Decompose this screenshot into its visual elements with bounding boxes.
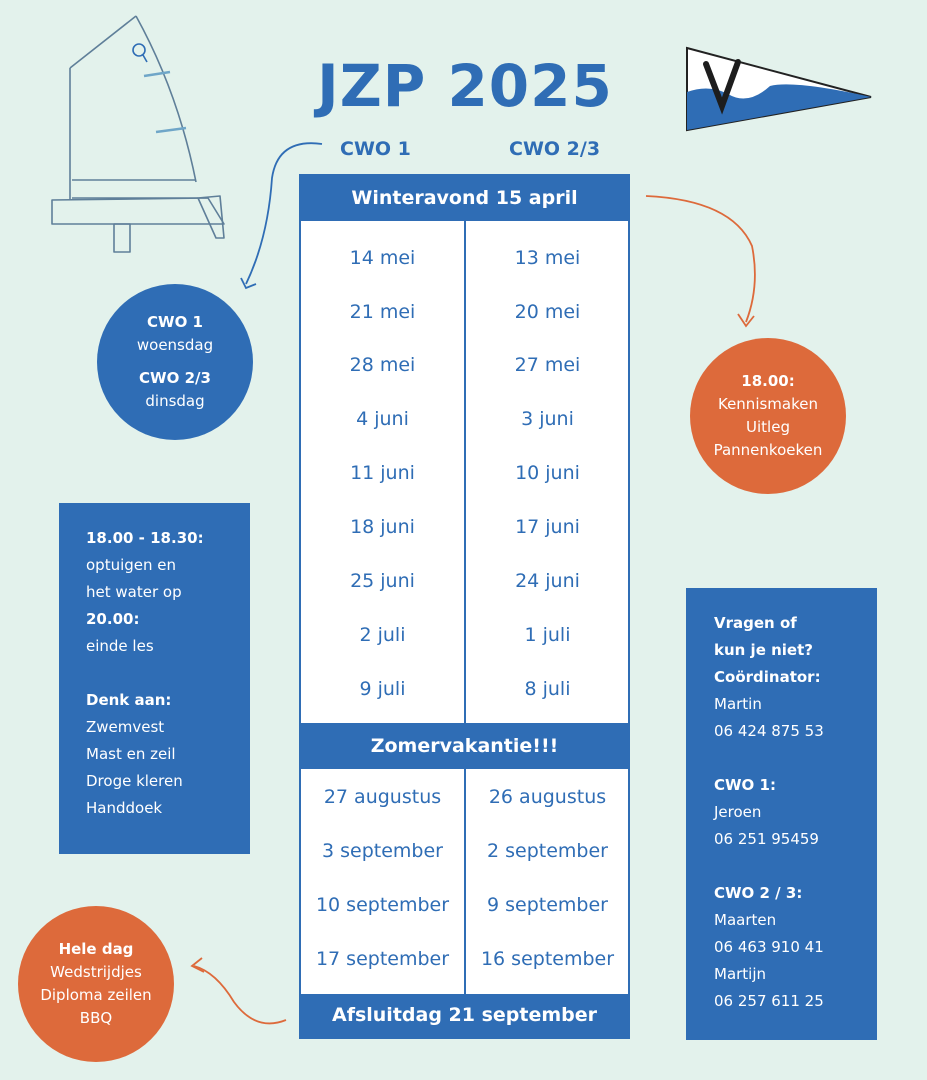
date-cwo23: 2 september [487, 840, 608, 862]
schedule-band-middle: Zomervakantie!!! [301, 723, 628, 769]
date-cwo1: 28 mei [349, 354, 416, 376]
info-time-start: 18.00 - 18.30: [86, 529, 204, 547]
cwo1-contact-label: CWO 1: [714, 776, 776, 794]
date-cwo23: 27 mei [514, 354, 581, 376]
info-line: het water op [86, 583, 182, 601]
arrow-to-final-circle [186, 952, 290, 1030]
reminder-item: Zwemvest [86, 718, 165, 736]
final-day-line: Wedstrijdjes [50, 963, 142, 981]
date-cwo23: 3 juni [521, 408, 574, 430]
contact-question: kun je niet? [714, 641, 813, 659]
days-group1-label: CWO 1 [147, 313, 203, 331]
contact-info-box [686, 588, 877, 1040]
cwo1-contact-name: Jeroen [714, 803, 762, 821]
info-line: optuigen en [86, 556, 177, 574]
date-cwo23: 10 juni [515, 462, 580, 484]
date-cwo23: 8 juli [524, 678, 571, 700]
coordinator-label: Coördinator: [714, 668, 821, 686]
date-cwo1: 25 juni [350, 570, 415, 592]
intro-line: Uitleg [746, 418, 790, 436]
date-cwo1: 27 augustus [323, 786, 442, 808]
column-header-cwo23: CWO 2/3 [509, 138, 601, 160]
date-cwo23: 17 juni [515, 516, 580, 538]
date-cwo1: 14 mei [349, 247, 416, 269]
arrow-to-intro-circle [642, 186, 772, 336]
reminder-item: Droge kleren [86, 772, 183, 790]
date-cwo23: 24 juni [515, 570, 580, 592]
info-time-end: 20.00: [86, 610, 140, 628]
days-group2-label: CWO 2/3 [139, 369, 211, 387]
cwo23-contact-name: Maarten [714, 911, 777, 929]
date-cwo23: 20 mei [514, 301, 581, 323]
final-day-title: Hele dag [58, 940, 134, 958]
final-day-line: Diploma zeilen [40, 986, 152, 1004]
intro-time: 18.00: [741, 372, 795, 390]
date-cwo1: 3 september [322, 840, 443, 862]
schedule-band-top: Winteravond 15 april [301, 176, 628, 221]
cwo23-contact-label: CWO 2 / 3: [714, 884, 803, 902]
training-days-circle [97, 284, 253, 440]
contact-question: Vragen of [714, 614, 797, 632]
reminder-item: Handdoek [86, 799, 163, 817]
coordinator-phone: 06 424 875 53 [714, 722, 824, 740]
final-day-circle [18, 906, 174, 1062]
date-cwo1: 10 september [315, 894, 450, 916]
final-day-line: BBQ [79, 1009, 113, 1027]
date-cwo1: 17 september [315, 948, 450, 970]
date-cwo1: 11 juni [350, 462, 415, 484]
cwo23-contact-name: Martijn [714, 965, 767, 983]
intro-evening-circle [690, 338, 846, 494]
intro-line: Pannenkoeken [713, 441, 823, 459]
cwo1-contact-phone: 06 251 95459 [714, 830, 819, 848]
schedule-table [299, 174, 630, 1039]
date-cwo1: 18 juni [350, 516, 415, 538]
reminder-title: Denk aan: [86, 691, 172, 709]
days-group2-day: dinsdag [145, 392, 205, 410]
date-cwo1: 21 mei [349, 301, 416, 323]
club-flag-logo [684, 46, 876, 136]
column-header-cwo1: CWO 1 [340, 138, 411, 160]
lesson-info-box [59, 503, 250, 854]
sailboat-illustration [48, 12, 233, 257]
date-cwo1: 9 juli [359, 678, 406, 700]
schedule-band-bottom: Afsluitdag 21 september [301, 994, 628, 1037]
cwo23-contact-phone: 06 463 910 41 [714, 938, 824, 956]
intro-line: Kennismaken [717, 395, 818, 413]
info-line: einde les [86, 637, 154, 655]
cwo23-contact-phone: 06 257 611 25 [714, 992, 824, 1010]
page-title: JZP 2025 [317, 52, 613, 120]
date-cwo23: 16 september [480, 948, 615, 970]
date-cwo1: 2 juli [359, 624, 406, 646]
coordinator-name: Martin [714, 695, 762, 713]
reminder-item: Mast en zeil [86, 745, 176, 763]
date-cwo23: 9 september [487, 894, 608, 916]
date-cwo23: 26 augustus [488, 786, 607, 808]
days-group1-day: woensdag [136, 336, 214, 354]
date-cwo23: 1 juli [524, 624, 571, 646]
date-cwo1: 4 juni [356, 408, 409, 430]
arrow-to-days-circle [238, 138, 328, 298]
date-cwo23: 13 mei [514, 247, 581, 269]
